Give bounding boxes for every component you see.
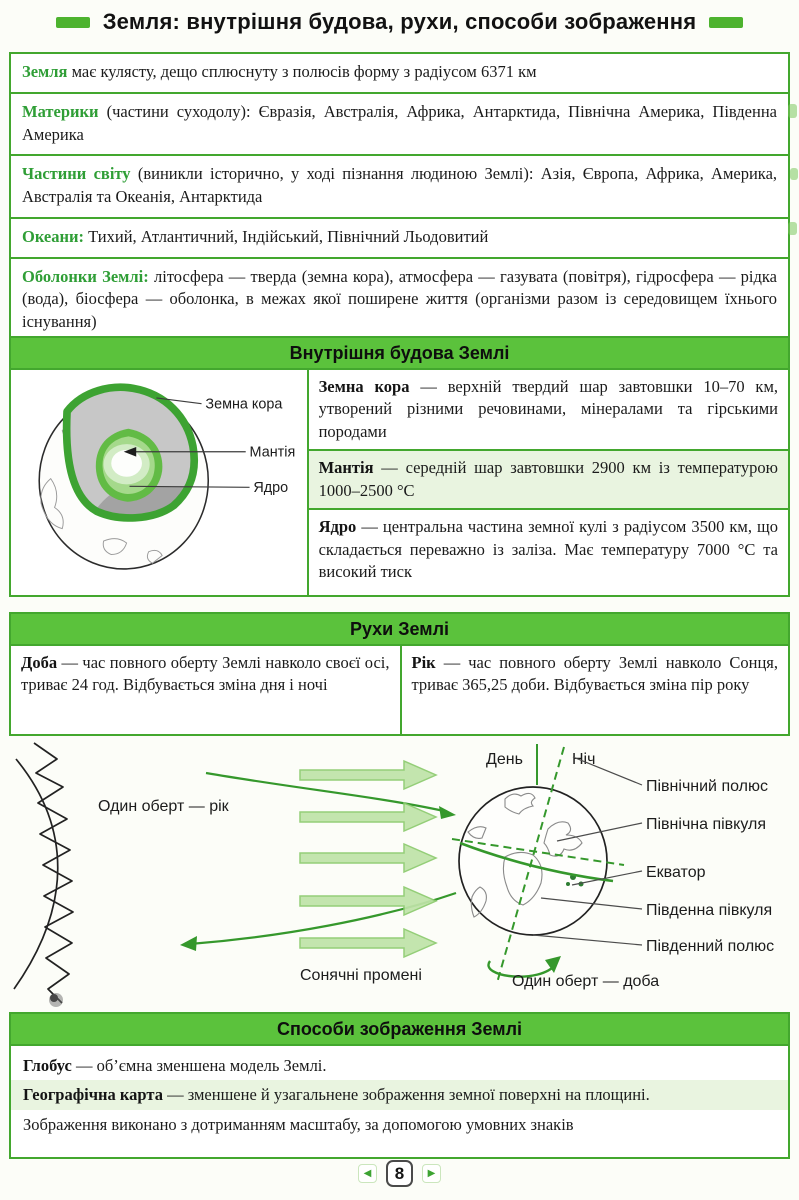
line-text: Зображення виконано з дотриманням масштабу, за допомогою умовних знаків [23,1114,574,1134]
row-term: Земна кора [318,377,410,396]
movements-section [9,612,790,736]
row-text: (виникли історично, у ході пізнання людиною Землі): Азія, Європа, Африка, Америка, Австралія та Океанія, Антарктида [22,164,778,207]
row-term: Оболонки Землі: [22,266,149,286]
section-header: Внутрішня будова Землі [11,338,788,370]
row-text: — центральна частина земної кулі з радіусом 3500 км, що складається переважно із заліза. Має температуру 7000 °С та високий тиск [318,517,778,582]
section-header: Способи зображення Землі [11,1014,788,1046]
page-title: Земля: внутрішня будова, рухи, способи зображення [102,9,697,34]
sun-spot-artifact [50,994,58,1002]
row-text: — верхній твердий шар завтовшки 10–70 км, утворений різними речовинами, мінералами та гірськими породами [318,377,779,441]
next-arrow-icon: ▶ [427,1168,436,1179]
row-text: має кулясту, дещо сплюснуту з полюсів форму з радіусом 6371 км [71,62,537,81]
northern-hemisphere-label: Північна півкуля [646,816,767,833]
line-term: Географічна карта [23,1085,163,1105]
title-dash-left-icon [56,17,90,28]
core-label: Ядро [253,480,289,497]
page-title-row [0,9,799,35]
rotation-label: Один оберт — доба [512,973,660,990]
prev-arrow-icon: ◀ [363,1168,372,1179]
earth-globe [459,787,607,935]
table-row [11,54,788,92]
mantle-label: Мантія [249,444,296,461]
sun-rays-label: Сонячні промені [300,967,422,984]
depiction-line [11,1046,788,1080]
row-term: Материки [22,101,99,121]
page-footer [0,1160,799,1187]
row-text: літосфера — тверда (земна кора), атмосфера — газувата (повітря), гідросфера — рідка (вода), біосфера — оболонка, в межах якої поширене життя (організми разом із середовищем їхнього існування) [22,266,778,332]
inner-structure-section [9,336,790,597]
row-term: Земля [22,62,68,81]
next-page-button[interactable] [422,1164,441,1183]
row-term: Океани: [22,226,85,246]
cell-term: Рік [411,653,436,672]
row-text: — середній шар завтовшки 2900 км із температурою 1000–2500 °С [318,458,778,500]
day-label: День [486,751,523,768]
facts-table [9,52,790,344]
page-number: 8 [386,1160,413,1187]
table-row [11,217,788,257]
section-header: Рухи Землі [11,614,788,646]
earth-cutaway-diagram [11,370,309,595]
table-row [11,257,788,342]
table-cell [400,646,789,734]
orbit-arrow-icon [180,936,197,951]
scan-artifact [788,104,797,118]
equator-label: Екватор [646,864,706,881]
cell-text: — час повного оберту Землі навколо своєї осі, триває 24 год. Відбувається зміна дня і ночі [21,653,390,695]
southern-hemisphere-label: Південна півкуля [646,902,773,919]
night-label: Ніч [572,751,596,768]
crust-label: Земна кора [205,396,283,413]
row-text: Тихий, Атлантичний, Індійський, Північний Льодовитий [88,226,489,246]
sun-drawing [14,743,73,1003]
south-pole-label: Південний полюс [646,938,775,955]
depiction-section [9,1012,790,1159]
row-term: Частини світу [22,164,131,184]
rotation-orbit-diagram [0,737,799,1011]
table-cell [11,646,400,734]
table-row [11,92,788,155]
line-text: — об’ємна зменшена модель Землі. [75,1056,327,1075]
table-row [309,370,788,449]
line-text: — зменшене й узагальнене зображення земної поверхні на площині. [167,1085,650,1105]
north-pole-label: Північний полюс [646,778,768,795]
scan-artifact [788,222,797,235]
title-dash-right-icon [709,17,743,28]
orbit-arrow-icon [439,806,456,819]
table-row [309,508,788,595]
scan-artifact [790,168,798,180]
depiction-line [11,1110,788,1139]
depiction-line [11,1080,788,1109]
cell-text: — час повного оберту Землі навколо Сонця, триває 365,25 доби. Відбувається зміна пір року [411,653,778,695]
row-term: Мантія [318,458,374,478]
table-row [11,154,788,217]
cell-term: Доба [21,653,58,672]
row-text: (частини суходолу): Євразія, Австралія, Африка, Антарктида, Північна Америка, Південна Америка [22,101,777,144]
orbit-label: Один оберт — рік [98,798,229,815]
prev-page-button[interactable] [358,1164,377,1183]
table-row [309,449,788,508]
line-term: Глобус [23,1056,72,1075]
row-term: Ядро [318,517,357,537]
